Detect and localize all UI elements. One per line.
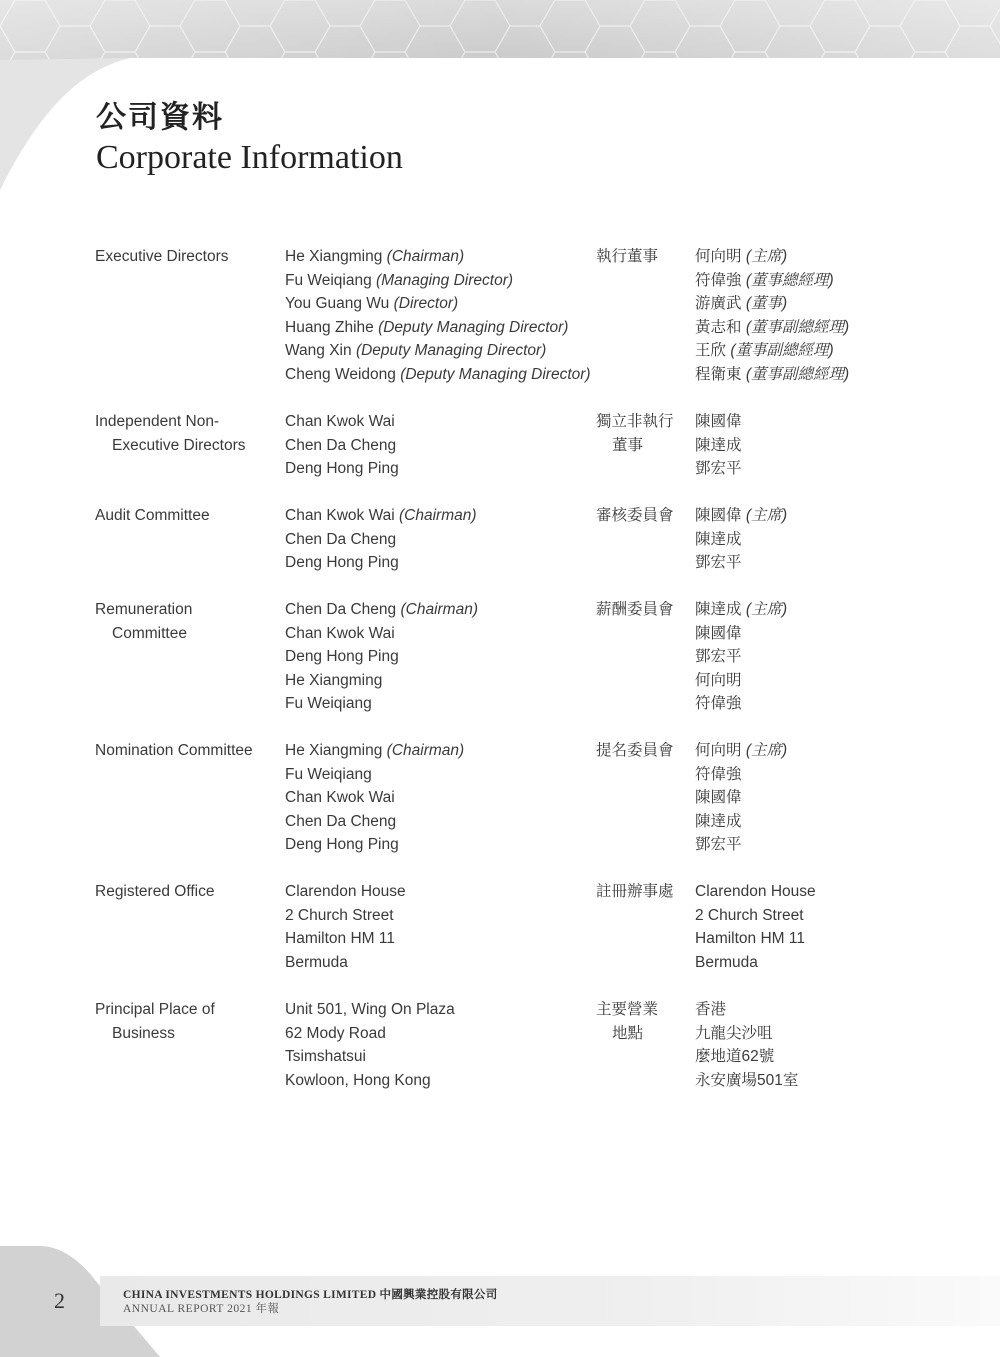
section-entries-zh	[695, 410, 955, 481]
section-entries-zh	[695, 739, 955, 857]
entry-name-zh: 陳達成	[695, 530, 742, 548]
section-label-zh	[596, 504, 691, 528]
entry-en	[285, 692, 585, 716]
entry-name-zh: Bermuda	[695, 953, 758, 971]
entry-name: Fu Weiqiang	[285, 695, 372, 713]
section-entries-zh	[695, 880, 955, 974]
section-label-line: Principal Place of	[95, 1001, 215, 1018]
entry-name-zh: 陳達成	[695, 812, 742, 830]
entry-zh	[695, 998, 955, 1022]
entry-role: (Managing Director)	[376, 271, 514, 289]
entry-en	[285, 457, 585, 481]
entry-en	[285, 622, 585, 646]
section-label-zh-line: 獨立非執行	[596, 413, 674, 430]
entry-name: You Guang Wu	[285, 295, 390, 313]
section-label-zh	[596, 410, 691, 457]
section-label-zh	[596, 245, 691, 269]
entry-zh	[695, 457, 955, 481]
entry-name: Bermuda	[285, 953, 348, 971]
entry-name-zh: 程衛東	[695, 365, 742, 383]
section-entries-zh	[695, 598, 955, 716]
entry-name-zh: 鄧宏平	[695, 648, 742, 666]
entry-zh	[695, 269, 955, 293]
entry-name-zh: 符偉強	[695, 765, 742, 783]
entry-en	[285, 363, 591, 387]
entry-zh	[695, 810, 955, 834]
section-entries-en	[285, 998, 585, 1092]
entry-name-zh: 陳達成	[695, 436, 742, 454]
entry-en	[285, 598, 585, 622]
entry-zh	[695, 410, 955, 434]
section-label-zh	[596, 880, 691, 904]
entry-zh	[695, 528, 955, 552]
entry-name: Chen Da Cheng	[285, 812, 397, 830]
entry-name-zh: 陳國偉	[695, 413, 742, 430]
section-label-zh-line: 薪酬委員會	[596, 601, 674, 618]
entry-name: Hamilton HM 11	[285, 930, 395, 948]
entry-name-zh: 何向明	[695, 742, 742, 759]
entry-name-zh: 鄧宏平	[695, 554, 742, 572]
page-title-en: Corporate Information	[96, 139, 403, 176]
entry-name: Clarendon House	[285, 883, 406, 900]
entry-en	[285, 763, 585, 787]
entry-en	[285, 504, 585, 528]
page-number: 2	[54, 1288, 65, 1313]
entry-zh	[695, 1045, 955, 1069]
entry-zh	[695, 434, 955, 458]
entry-name-zh: 陳達成	[695, 601, 742, 618]
entry-zh	[695, 880, 955, 904]
entry-en	[285, 833, 585, 857]
entry-en	[285, 669, 585, 693]
entry-name: Fu Weiqiang	[285, 765, 372, 783]
section-label-zh-line: 提名委員會	[596, 742, 674, 759]
section-entries-en	[285, 245, 591, 387]
section-label-line: Committee	[112, 624, 187, 642]
entry-en	[285, 551, 585, 575]
entry-name: Chan Kwok Wai	[285, 413, 395, 430]
entry-name-zh: 鄧宏平	[695, 836, 742, 854]
entry-name: Huang Zhihe	[285, 318, 374, 336]
section-entries-en	[285, 739, 585, 857]
section-label-zh-line: 執行董事	[596, 248, 659, 265]
footer-report-title: ANNUAL REPORT 2021 年報	[123, 1303, 280, 1315]
entry-name-zh: 香港	[695, 1001, 727, 1018]
entry-en	[285, 998, 585, 1022]
entry-name-zh: 游廣武	[695, 295, 742, 313]
entry-role-zh: (主席)	[745, 601, 788, 618]
entry-en	[285, 316, 585, 340]
section-label-line: Audit Committee	[95, 507, 210, 524]
entry-en	[285, 434, 585, 458]
entry-zh	[695, 1069, 955, 1093]
entry-name: Fu Weiqiang	[285, 271, 372, 289]
entry-name: Chen Da Cheng	[285, 436, 397, 454]
entry-name: Deng Hong Ping	[285, 554, 399, 572]
entry-name: He Xiangming	[285, 671, 383, 689]
entry-name: Deng Hong Ping	[285, 460, 399, 478]
entry-zh	[695, 786, 955, 810]
entry-zh	[695, 363, 955, 387]
entry-name-zh: 陳國偉	[695, 624, 742, 642]
entry-zh	[695, 339, 955, 363]
entry-zh	[695, 1022, 955, 1046]
entry-zh	[695, 316, 955, 340]
entry-zh	[695, 551, 955, 575]
entry-role: (Deputy Managing Director)	[355, 342, 547, 360]
section-label-line: Executive Directors	[95, 248, 229, 265]
entry-zh	[695, 598, 955, 622]
section-label-line: Executive Directors	[112, 436, 246, 454]
section-entries-en	[285, 410, 585, 481]
entry-en	[285, 1069, 585, 1093]
entry-zh	[695, 645, 955, 669]
section-label-zh-line: 董事	[612, 436, 644, 454]
section-label-line: Independent Non-	[95, 413, 220, 430]
entry-en	[285, 410, 585, 434]
entry-en	[285, 880, 585, 904]
entry-role: (Chairman)	[399, 507, 477, 524]
entry-role: (Deputy Managing Director)	[400, 365, 591, 383]
entry-en	[285, 786, 585, 810]
entry-name-zh: 陳國偉	[695, 789, 742, 807]
entry-en	[285, 645, 585, 669]
entry-zh	[695, 763, 955, 787]
entry-en	[285, 269, 585, 293]
entry-en	[285, 245, 585, 269]
entry-en	[285, 528, 585, 552]
entry-name: Cheng Weidong	[285, 365, 396, 383]
entry-zh	[695, 951, 955, 975]
section-entries-zh	[695, 998, 955, 1092]
entry-name: Tsimshatsui	[285, 1048, 366, 1066]
entry-name-zh: 符偉強	[695, 271, 742, 289]
entry-name-zh: 九龍尖沙咀	[695, 1024, 773, 1042]
entry-role: (Chairman)	[386, 742, 465, 759]
entry-name: Chen Da Cheng	[285, 530, 397, 548]
entry-role-zh: (董事總經理)	[745, 271, 834, 289]
entry-role-zh: (主席)	[745, 742, 788, 759]
section-label-zh-line: 註冊辦事處	[596, 883, 674, 900]
section-label-line: Remuneration	[95, 601, 193, 618]
entry-role-zh: (主席)	[745, 507, 788, 524]
entry-en	[285, 739, 585, 763]
section-label-zh-line: 地點	[612, 1024, 644, 1042]
entry-name-zh: 陳國偉	[695, 507, 742, 524]
entry-zh	[695, 622, 955, 646]
entry-name-zh: Hamilton HM 11	[695, 930, 805, 948]
section-label-zh	[596, 598, 691, 622]
entry-zh	[695, 245, 955, 269]
entry-name: 62 Mody Road	[285, 1024, 386, 1042]
page-title-block	[96, 98, 403, 178]
entry-zh	[695, 739, 955, 763]
section-label-line: Registered Office	[95, 883, 215, 900]
entry-name: Kowloon, Hong Kong	[285, 1071, 431, 1089]
entry-name: Chan Kwok Wai	[285, 624, 395, 642]
entry-name-zh: 永安廣場501室	[695, 1071, 799, 1089]
section-label-zh	[596, 998, 691, 1045]
entry-name: Deng Hong Ping	[285, 836, 399, 854]
section-label-zh	[596, 739, 691, 763]
entry-name-zh: 鄧宏平	[695, 460, 742, 478]
section-label-zh-line: 審核委員會	[596, 507, 674, 524]
entry-en	[285, 951, 585, 975]
entry-role-zh: (董事)	[745, 295, 788, 313]
entry-role-zh: (董事副總經理)	[745, 318, 850, 336]
entry-en	[285, 1045, 585, 1069]
entry-role: (Director)	[393, 295, 459, 313]
section-label-en	[95, 998, 275, 1045]
entry-en	[285, 904, 585, 928]
section-label-en	[95, 880, 275, 904]
entry-zh	[695, 833, 955, 857]
section-label-line: Nomination Committee	[95, 742, 253, 759]
entry-name: Wang Xin	[285, 342, 352, 360]
entry-name: Deng Hong Ping	[285, 648, 399, 666]
entry-role-zh: (董事副總經理)	[730, 342, 834, 360]
entry-en	[285, 927, 585, 951]
section-label-zh-line: 主要營業	[596, 1001, 659, 1018]
section-label-line: Business	[112, 1024, 175, 1042]
section-label-en	[95, 598, 275, 645]
entry-name-zh: 何向明	[695, 671, 742, 689]
entry-role: (Chairman)	[386, 248, 465, 265]
entry-name-zh: 麼地道62號	[695, 1048, 775, 1066]
entry-name-zh: 王欣	[695, 342, 727, 360]
entry-zh	[695, 904, 955, 928]
section-entries-zh	[695, 504, 955, 575]
section-label-en	[95, 504, 275, 528]
entry-en	[285, 339, 585, 363]
entry-name: Unit 501, Wing On Plaza	[285, 1001, 455, 1018]
entry-role: (Deputy Managing Director)	[378, 318, 569, 336]
entry-name-zh: 何向明	[695, 248, 742, 265]
entry-zh	[695, 292, 955, 316]
entry-name-zh: 符偉強	[695, 695, 742, 713]
page-title-zh: 公司資料	[96, 100, 224, 135]
entry-name-zh: 黃志和	[695, 318, 742, 336]
entry-zh	[695, 927, 955, 951]
section-label-en	[95, 739, 275, 763]
entry-en	[285, 810, 585, 834]
entry-zh	[695, 504, 955, 528]
entry-en	[285, 1022, 585, 1046]
entry-name: He Xiangming	[285, 742, 383, 759]
section-label-en	[95, 410, 275, 457]
entry-name-zh: 2 Church Street	[695, 906, 804, 924]
entry-name: Chen Da Cheng	[285, 601, 397, 618]
entry-name: Chan Kwok Wai	[285, 507, 395, 524]
entry-zh	[695, 669, 955, 693]
section-label-en	[95, 245, 275, 269]
entry-name: Chan Kwok Wai	[285, 789, 395, 807]
entry-zh	[695, 692, 955, 716]
entry-name: 2 Church Street	[285, 906, 394, 924]
section-entries-en	[285, 504, 585, 575]
section-entries-en	[285, 598, 585, 716]
entry-role-zh: (董事副總經理)	[745, 365, 850, 383]
entry-role: (Chairman)	[400, 601, 478, 618]
entry-name: He Xiangming	[285, 248, 383, 265]
section-entries-en	[285, 880, 585, 974]
section-entries-zh	[695, 245, 955, 387]
entry-name-zh: Clarendon House	[695, 883, 816, 900]
entry-role-zh: (主席)	[745, 248, 788, 265]
footer-company-name: CHINA INVESTMENTS HOLDINGS LIMITED 中國興業控股有限公司	[123, 1289, 498, 1301]
entry-en	[285, 292, 585, 316]
